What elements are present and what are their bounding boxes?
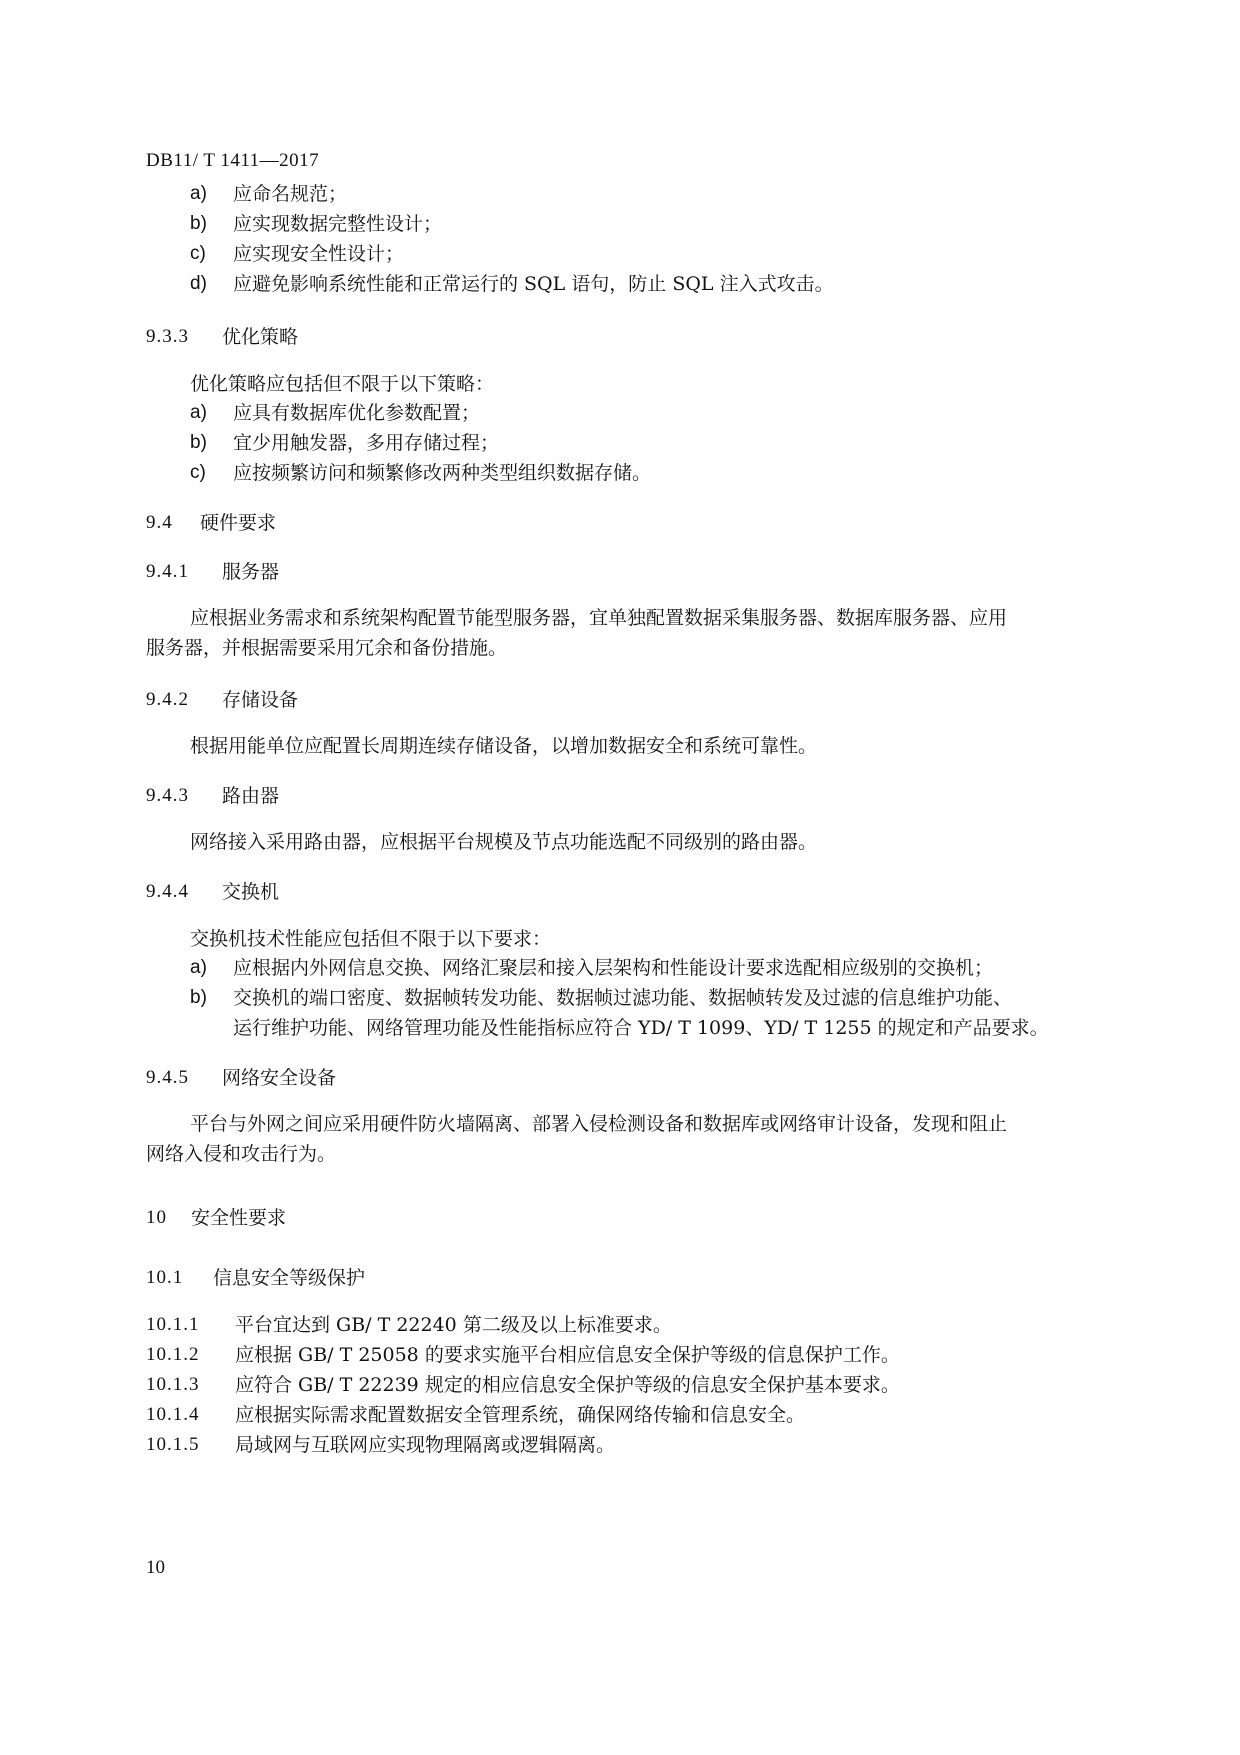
clause-number: 10.1.1 <box>146 1314 200 1335</box>
list-item-text: 应按频繁访问和频繁修改两种类型组织数据存储。 <box>233 462 652 484</box>
section-title: 网络安全设备 <box>222 1067 337 1089</box>
list-item-text: 应避免影响系统性能和正常运行的 SQL 语句，防止 SQL 注入式攻击。 <box>233 273 834 295</box>
list-item-label: c) <box>190 462 206 483</box>
section-number: 9.4.2 <box>146 689 189 710</box>
list-item-label: c) <box>190 243 206 264</box>
list-item-label: a) <box>190 402 207 423</box>
list-item-text: 宜少用触发器，多用存储过程； <box>233 432 500 454</box>
paragraph: 网络入侵和攻击行为。 <box>146 1143 337 1165</box>
clause-text: 平台宜达到 GB/ T 22240 第二级及以上标准要求。 <box>235 1314 672 1336</box>
section-number: 9.4.3 <box>146 785 189 806</box>
paragraph: 网络接入采用路由器，应根据平台规模及节点功能选配不同级别的路由器。 <box>190 831 818 853</box>
doc-header-id: DB11/ T 1411—2017 <box>146 150 320 171</box>
list-item-text: 应命名规范； <box>233 183 348 205</box>
clause-number: 10.1.3 <box>146 1374 200 1395</box>
section-title: 路由器 <box>222 785 280 807</box>
list-item-label: a) <box>190 957 207 978</box>
chapter-number: 10 <box>146 1207 167 1228</box>
clause-text: 应符合 GB/ T 22239 规定的相应信息安全保护等级的信息安全保护基本要求。 <box>235 1374 900 1396</box>
section-number: 9.4.4 <box>146 881 189 902</box>
page-number: 10 <box>146 1557 165 1578</box>
list-item-label: b) <box>190 213 207 234</box>
section-title: 信息安全等级保护 <box>213 1267 366 1289</box>
section-number: 9.3.3 <box>146 326 189 347</box>
list-item-label: d) <box>190 273 207 294</box>
paragraph: 根据用能单位应配置长周期连续存储设备，以增加数据安全和系统可靠性。 <box>190 735 818 757</box>
paragraph: 交换机技术性能应包括但不限于以下要求： <box>190 928 552 950</box>
clause-text: 局域网与互联网应实现物理隔离或逻辑隔离。 <box>235 1434 616 1456</box>
section-title: 硬件要求 <box>200 512 277 534</box>
paragraph: 平台与外网之间应采用硬件防火墙隔离、部署入侵检测设备和数据库或网络审计设备，发现和阻止 <box>190 1113 1008 1135</box>
list-item-text: 交换机的端口密度、数据帧转发功能、数据帧过滤功能、数据帧转发及过滤的信息维护功能、 <box>233 987 1013 1009</box>
clause-number: 10.1.4 <box>146 1404 200 1425</box>
section-title: 服务器 <box>222 561 280 583</box>
paragraph: 服务器，并根据需要采用冗余和备份措施。 <box>146 637 508 659</box>
clause-number: 10.1.5 <box>146 1434 200 1455</box>
list-item-text: 运行维护功能、网络管理功能及性能指标应符合 YD/ T 1099、YD/ T 1255 的规定和产品要求。 <box>233 1017 1049 1039</box>
clause-text: 应根据 GB/ T 25058 的要求实施平台相应信息安全保护等级的信息保护工作。 <box>235 1344 900 1366</box>
list-item-text: 应实现数据完整性设计； <box>233 213 443 235</box>
clause-number: 10.1.2 <box>146 1344 200 1365</box>
list-item-label: a) <box>190 183 207 204</box>
list-item-label: b) <box>190 432 207 453</box>
list-item-text: 应根据内外网信息交换、网络汇聚层和接入层架构和性能设计要求选配相应级别的交换机； <box>233 957 994 979</box>
section-title: 存储设备 <box>222 689 299 711</box>
list-item-text: 应具有数据库优化参数配置； <box>233 402 481 424</box>
section-number: 9.4 <box>146 512 173 533</box>
paragraph: 应根据业务需求和系统架构配置节能型服务器，宜单独配置数据采集服务器、数据库服务器、应用 <box>190 607 1008 629</box>
section-title: 优化策略 <box>222 326 299 348</box>
section-title: 交换机 <box>222 881 280 903</box>
clause-text: 应根据实际需求配置数据安全管理系统，确保网络传输和信息安全。 <box>235 1404 806 1426</box>
list-item-text: 应实现安全性设计； <box>233 243 405 265</box>
section-number: 9.4.1 <box>146 561 189 582</box>
chapter-title: 安全性要求 <box>191 1207 287 1229</box>
section-number: 10.1 <box>146 1267 184 1288</box>
paragraph: 优化策略应包括但不限于以下策略： <box>190 373 495 395</box>
list-item-label: b) <box>190 987 207 1008</box>
section-number: 9.4.5 <box>146 1067 189 1088</box>
